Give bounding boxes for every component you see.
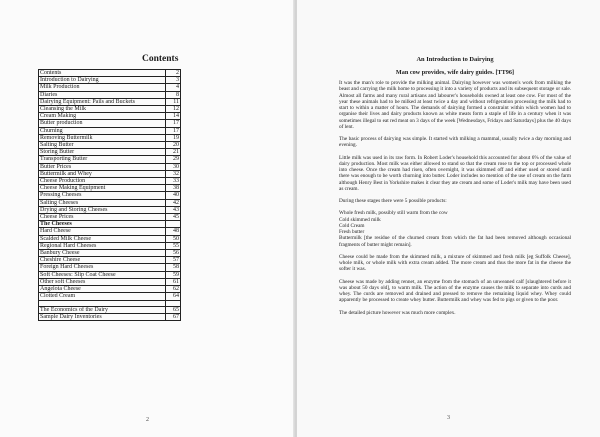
left-page-number: 2 (146, 417, 149, 423)
paragraph: During these stages there were 5 possible products: (339, 198, 447, 204)
toc-entry-page: 67 (166, 313, 181, 320)
chapter-title: An Introduction to Dairying (416, 56, 494, 63)
toc-entry-label: Angelota Cheese (39, 286, 166, 293)
toc-entry-page: 2 (166, 70, 181, 77)
toc-entry-page: 45 (166, 214, 181, 221)
toc-row (39, 235, 181, 242)
product-item: Buttermilk [the residue of the churned cream from which the fat had been removed although occasional fragments of butter might remain]. (339, 235, 571, 248)
toc-entry-label: Cleansing the Milk (39, 106, 166, 113)
toc-row (39, 163, 181, 170)
toc-entry-page: 8 (166, 91, 181, 98)
toc-row (39, 257, 181, 264)
toc-row (39, 149, 181, 156)
toc-row (39, 127, 181, 134)
toc-row (39, 313, 181, 320)
toc-entry-page: 29 (166, 156, 181, 163)
toc-row (39, 221, 181, 228)
toc-row (39, 113, 181, 120)
toc-row (39, 278, 181, 285)
products-list (339, 210, 571, 248)
toc-row (39, 206, 181, 213)
toc-entry-page: 57 (166, 257, 181, 264)
toc-entry-label: Other soft Cheeses (39, 278, 166, 285)
toc-entry-label: The Economics of the Dairy (39, 306, 166, 313)
toc-entry-label: Milk Production (39, 84, 166, 91)
toc-entry-label: Hard Cheese (39, 228, 166, 235)
toc-row (39, 293, 181, 300)
chapter-body (339, 80, 571, 322)
toc-entry-page: 40 (166, 192, 181, 199)
toc-entry-page: 48 (166, 228, 181, 235)
paragraph: The detailed picture however was much more complex. (339, 309, 456, 316)
toc-entry-page: 64 (166, 293, 181, 300)
toc-row (39, 77, 181, 84)
paragraph: Cheese could be made from the skimmed milk, a mixture of skimmed and fresh milk [eg Suffolk Cheese], whole milk, or whole milk with extra cream added. The more cream and thus the more fat in the cheese the softer it was. (339, 253, 571, 273)
toc-entry-label: Drying and Storing Cheeses (39, 206, 166, 213)
toc-row (39, 214, 181, 221)
toc-entry-label: Cheese Making Equipment (39, 185, 166, 192)
toc-row (39, 178, 181, 185)
toc-row (39, 120, 181, 127)
toc-row (39, 142, 181, 149)
toc-entry-label: Butter Prices (39, 163, 166, 170)
toc-entry-page: 33 (166, 178, 181, 185)
toc-entry-label: Cheese Prices (39, 214, 166, 221)
paragraph: It was the man's role to provide the milking animal. Dairying however was women's work from milking the beast and carrying the milk home to processing it into a variety of products and its subsequent storage or sale. Almost all farms and many rural artisans and labourer's households owned at least one cow. For most of the year these animals had to be milked at least twice a day and without refrigeration processing the milk had to start to within a matter of hours. The demands of dairying formed a constraint within which women had to organise their lives and dairy products known as white meats form a staple of life in a century when it was sometimes illegal to eat red meat on 3 days of the week [Wednesdays, Fridays and Saturdays] plus the 40 days of lent. (339, 80, 571, 130)
toc-entry-page: 30 (166, 163, 181, 170)
toc-entry-page: 43 (166, 206, 181, 213)
toc-row (39, 228, 181, 235)
product-item: Cold skimmed milk (339, 216, 381, 223)
toc-entry-label: Soft Cheeses: Slip Coat Cheese (39, 271, 166, 278)
toc-entry-page: 20 (166, 142, 181, 149)
toc-row (39, 185, 181, 192)
toc-entry-label: Contents (39, 70, 166, 77)
toc-entry-label: Buttermilk and Whey (39, 170, 166, 177)
toc-entry-label: Cream Making (39, 113, 166, 120)
toc-entry-label: Scalded Milk Cheese (39, 235, 166, 242)
toc-row (39, 250, 181, 257)
toc-entry-label: Clotted Cream (39, 293, 166, 300)
toc-entry-label: The Cheeses (39, 221, 166, 228)
toc-row (39, 199, 181, 206)
toc-entry-label: Dairying Equipment: Pails and Buckets (39, 98, 166, 105)
toc-row (39, 91, 181, 98)
toc-entry-page: 61 (166, 278, 181, 285)
toc-row (39, 264, 181, 271)
toc-entry-label: Diaries (39, 91, 166, 98)
toc-row (39, 286, 181, 293)
toc-entry-page: 58 (166, 264, 181, 271)
paragraph: Little milk was used in its raw form. In Robert Loder's household this accounted for about 6% of the value of dairy production. Most milk was either allowed to stand so that the cream rose to the top or processed whole into cheese. Once the cream had risen, often overnight, it was skimmed off and either used or stored until there was enough to be worth churning into butter. Loder includes no mention of the use of cream on the farm although Henry Best in Yorkshire makes it clear they ate cream and some of Loder's milk may have been used as cream. (339, 154, 571, 192)
toc-entry-page: 3 (166, 77, 181, 84)
toc-entry-label: Foreign Hard Cheeses (39, 264, 166, 271)
toc-entry-page: 38 (166, 185, 181, 192)
product-item: Whole fresh milk, possibly still warm from the cow (339, 210, 448, 217)
toc-entry-page: 17 (166, 120, 181, 127)
toc-entry-page: 42 (166, 199, 181, 206)
toc-entry-label: Regional Hard Cheeses (39, 242, 166, 249)
toc-entry-label: Storing Butter (39, 149, 166, 156)
toc-row (39, 271, 181, 278)
toc-entry-label: Salting Cheeses (39, 199, 166, 206)
toc-entry-page: 11 (166, 98, 181, 105)
toc-entry-label: Transporting Butter (39, 156, 166, 163)
toc-row (39, 192, 181, 199)
right-page-number: 3 (447, 415, 450, 421)
toc-entry-label: Cheshire Cheese (39, 257, 166, 264)
toc-entry-page: 32 (166, 170, 181, 177)
toc-entry-label: Butter production (39, 120, 166, 127)
contents-title: Contents (142, 54, 179, 64)
toc-entry-page: 4 (166, 84, 181, 91)
toc-row (39, 70, 181, 77)
toc-row (39, 84, 181, 91)
product-item: Fresh butter (339, 229, 365, 235)
toc-row (39, 306, 181, 313)
toc-entry-page: 12 (166, 106, 181, 113)
toc-entry-page: 19 (166, 134, 181, 141)
toc-entry-label: Cheese Production (39, 178, 166, 185)
product-item: Cold Cream (339, 222, 365, 229)
toc-row (39, 98, 181, 105)
toc-entry-page: 59 (166, 271, 181, 278)
toc-entry-page: 62 (166, 286, 181, 293)
toc-entry-label: Introduction to Dairying (39, 77, 166, 84)
toc-entry-page: 56 (166, 250, 181, 257)
toc-entry-page: 65 (166, 306, 181, 313)
toc-row (39, 134, 181, 141)
toc-row (39, 106, 181, 113)
toc-entry-page: 55 (166, 242, 181, 249)
left-page (0, 0, 297, 437)
toc-entry-page: 21 (166, 149, 181, 156)
toc-entry-label: Banbury Cheese (39, 250, 166, 257)
toc-row (39, 242, 181, 249)
toc-entry-page: 50 (166, 235, 181, 242)
chapter-subtitle: Man cow provides, wife dairy guides. [TT96] (395, 69, 515, 76)
toc-entry-label: Pressing Cheeses (39, 192, 166, 199)
toc-entry-label: Sample Dairy Inventories (39, 313, 166, 320)
paragraph: Cheese was made by adding rennet, an enzyme from the stomach of an unweaned calf [slaughtered before it was about 50 days old], to warm milk. The action of the enzyme causes the milk to separate into curds and whey. The curds are removed and drained and pressed to remove the remaining liquid whey. Whey could apparently be processed to create whey butter. Buttermilk and whey was fed to pigs or given to the poor. (339, 278, 571, 304)
toc-entry-page: 14 (166, 113, 181, 120)
toc-row (39, 170, 181, 177)
paragraph: The basic process of dairying was simple. It started with milking a mammal, usually twice a day morning and evening. (339, 136, 571, 149)
toc-row (39, 156, 181, 163)
toc-entry-page (166, 221, 181, 228)
toc-entry-label: Salting Butter (39, 142, 166, 149)
toc-entry-label: Churning (39, 127, 166, 134)
toc-entry-page: 17 (166, 127, 181, 134)
toc-entry-label: Removing Buttermilk (39, 134, 166, 141)
contents-table (38, 69, 181, 321)
